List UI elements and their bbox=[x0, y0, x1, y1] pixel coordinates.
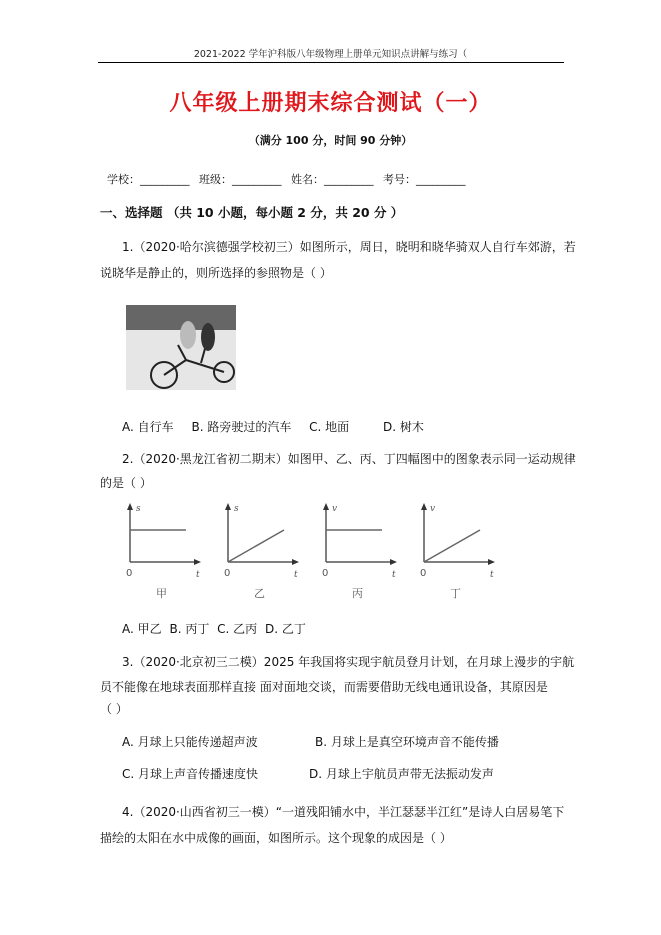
graph-丁 bbox=[418, 500, 508, 600]
graph-丙 bbox=[320, 500, 410, 600]
question-1-text-cont: 说晓华是静止的，则所选择的参照物是（ ） bbox=[100, 266, 332, 280]
exam-number-field: 考号：_________ bbox=[383, 173, 466, 186]
graph-甲 bbox=[124, 500, 214, 600]
option-b[interactable]: B. 路旁驶过的汽车 bbox=[191, 420, 292, 434]
y-arrow bbox=[323, 503, 329, 510]
option-a[interactable]: A. 月球上只能传递超声波 bbox=[122, 735, 258, 749]
running-header: 2021-2022 学年沪科版八年级物理上册单元知识点讲解与练习（ bbox=[193, 49, 468, 60]
y-arrow bbox=[225, 503, 231, 510]
option-d[interactable]: D. 月球上宇航员声带无法振动发声 bbox=[309, 767, 494, 781]
x-axis-label: t bbox=[490, 570, 494, 580]
origin-label: 0 bbox=[322, 568, 329, 579]
question-1-options bbox=[122, 418, 438, 435]
option-b[interactable]: B. 丙丁 bbox=[169, 622, 210, 636]
question-3-blank: （ ） bbox=[100, 702, 128, 716]
question-2-options bbox=[122, 620, 320, 637]
graph-乙 bbox=[222, 500, 312, 600]
y-axis-label: s bbox=[136, 504, 141, 514]
option-c[interactable]: C. 乙丙 bbox=[217, 622, 258, 636]
section-heading: 一、选择题 （共 10 小题，每小题 2 分，共 20 分 ） bbox=[100, 205, 404, 220]
y-axis-label: v bbox=[332, 504, 338, 514]
y-axis-label: v bbox=[430, 504, 436, 514]
graph-caption: 甲 bbox=[156, 587, 167, 600]
x-axis-label: t bbox=[392, 570, 396, 580]
question-2-text-cont: 的是（ ） bbox=[100, 476, 152, 490]
question-1-text: 1.（2020·哈尔滨德强学校初三）如图所示，周日，晓明和晓华骑双人自行车郊游，若 bbox=[122, 240, 576, 254]
option-d[interactable]: D. 乙丁 bbox=[265, 622, 306, 636]
option-a[interactable]: A. 自行车 bbox=[122, 420, 174, 434]
option-b[interactable]: B. 月球上是真空环境声音不能传播 bbox=[315, 735, 499, 749]
school-field: 学校：_________ bbox=[107, 173, 190, 186]
option-c[interactable]: C. 地面 bbox=[309, 420, 350, 434]
option-a[interactable]: A. 甲乙 bbox=[122, 622, 162, 636]
y-arrow bbox=[421, 503, 427, 510]
x-arrow bbox=[390, 559, 397, 565]
page-title: 八年级上册期末综合测试（一） bbox=[169, 91, 492, 116]
question-3-text: 3.（2020·北京初三二模）2025 年我国将实现宇航员登月计划，在月球上漫步的宇航 bbox=[122, 655, 575, 669]
x-axis-label: t bbox=[196, 570, 200, 580]
x-arrow bbox=[292, 559, 299, 565]
subtitle: （满分 100 分，时间 90 分钟） bbox=[248, 134, 413, 147]
x-arrow bbox=[488, 559, 495, 565]
option-d[interactable]: D. 树木 bbox=[383, 420, 424, 434]
graph-caption: 乙 bbox=[254, 587, 265, 600]
option-c[interactable]: C. 月球上声音传播速度快 bbox=[122, 767, 259, 781]
question-4-text: 4.（2020·山西省初三一模）“一道残阳铺水中，半江瑟瑟半江红”是诗人白居易笔下 bbox=[122, 805, 565, 819]
graph-caption: 丁 bbox=[450, 587, 461, 600]
tandem-bicycle-photo bbox=[126, 305, 236, 390]
x-arrow bbox=[194, 559, 201, 565]
question-3-text-cont: 员不能像在地球表面那样直接 面对面地交谈，而需要借助无线电通讯设备，其原因是 bbox=[100, 680, 548, 694]
class-field: 班级：_________ bbox=[199, 173, 282, 186]
y-arrow bbox=[127, 503, 133, 510]
name-field: 姓名：_________ bbox=[291, 173, 374, 186]
student-info-fields bbox=[107, 171, 472, 187]
question-2-text: 2.（2020·黑龙江省初二期末）如图甲、乙、丙、丁四幅图中的图象表示同一运动规律 bbox=[122, 452, 576, 466]
graph-line bbox=[424, 530, 480, 562]
origin-label: 0 bbox=[126, 568, 133, 579]
x-axis-label: t bbox=[294, 570, 298, 580]
graph-caption: 丙 bbox=[352, 587, 363, 600]
question-4-text-cont: 描绘的太阳在水中成像的画面，如图所示。这个现象的成因是（ ） bbox=[100, 831, 452, 845]
origin-label: 0 bbox=[420, 568, 427, 579]
graph-line bbox=[228, 530, 284, 562]
origin-label: 0 bbox=[224, 568, 231, 579]
header-divider bbox=[98, 62, 564, 63]
y-axis-label: s bbox=[234, 504, 239, 514]
